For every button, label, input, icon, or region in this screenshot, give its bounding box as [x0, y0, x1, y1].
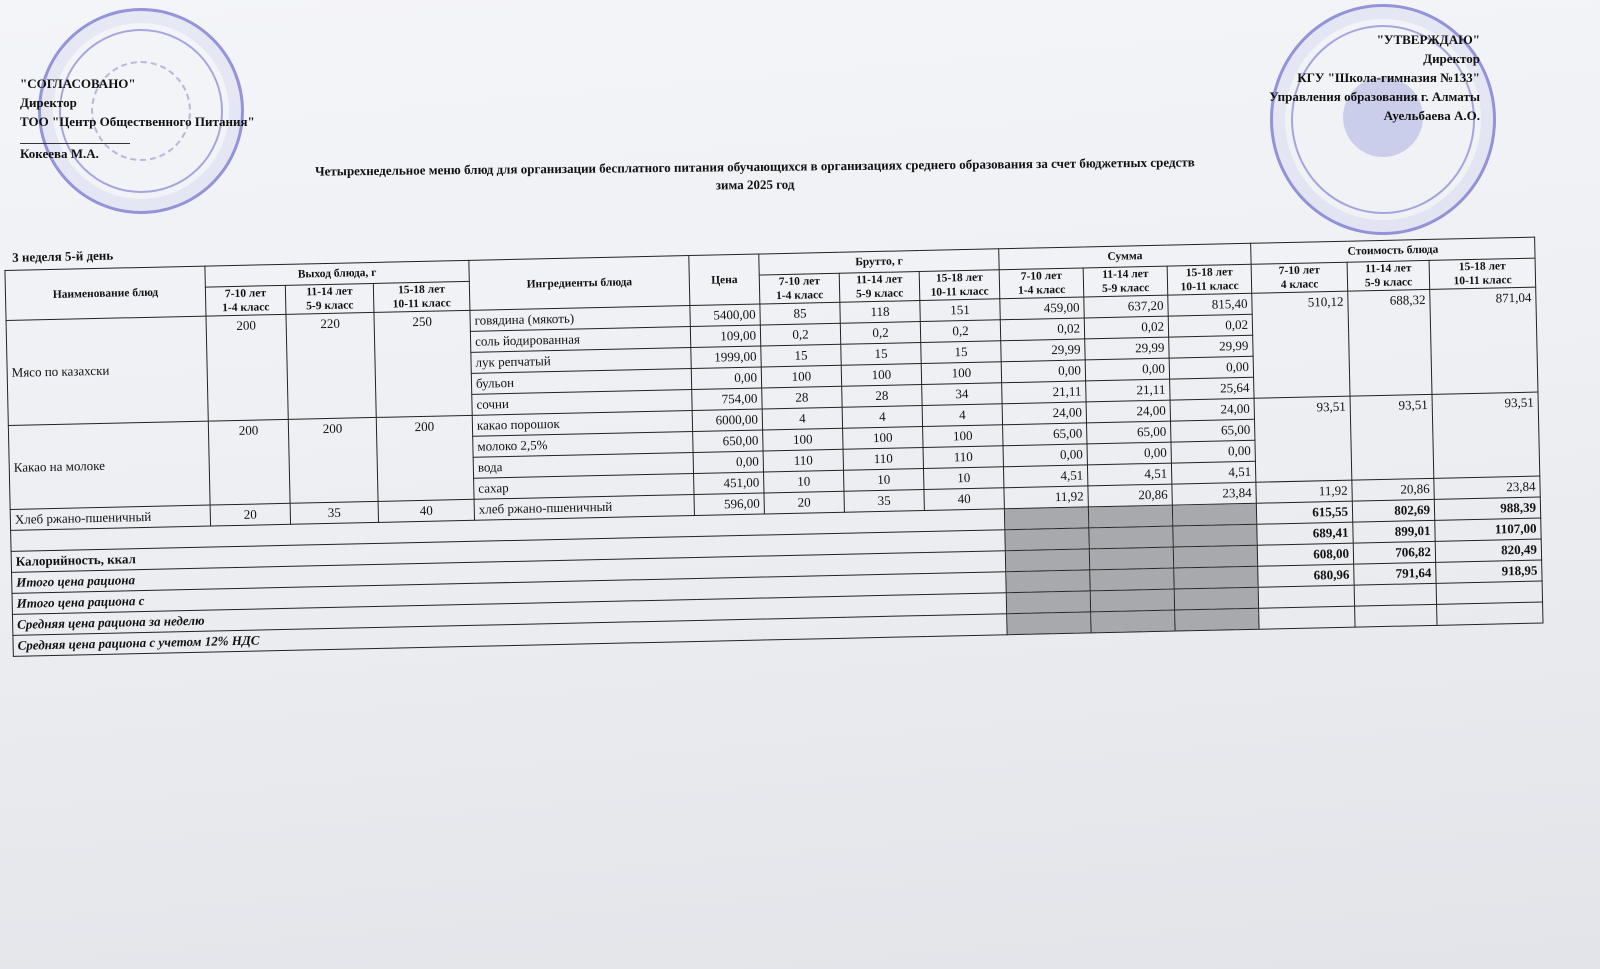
sum-age-2: 15-18 лет: [1185, 266, 1233, 280]
summary-value: 680,96: [1258, 564, 1354, 587]
ingredient-name: говядина (мякоть): [470, 306, 690, 332]
ingredient-name: молоко 2,5%: [473, 432, 693, 458]
ingredient-sum: 0,00: [1169, 356, 1253, 379]
dish-output: 200: [208, 419, 290, 505]
dish-output: 35: [290, 501, 378, 524]
output-age-header-0: [205, 285, 286, 316]
ingredient-sum: 0,02: [1168, 314, 1252, 337]
approval-right-role: Директор: [1423, 51, 1480, 66]
dish-name: Какао на молоке: [8, 421, 210, 509]
ingredient-price: 0,00: [691, 367, 761, 390]
ingredient-sum: 0,00: [1087, 442, 1171, 465]
summary-value: 689,41: [1257, 522, 1353, 545]
ingredient-name: бульон: [471, 369, 691, 395]
ingredient-brutto: 151: [920, 299, 1000, 322]
summary-filler: [1090, 589, 1174, 612]
summary-label: Средняя цена рациона с учетом 12% НДС: [13, 614, 1007, 657]
ingredient-sum: 0,02: [1000, 318, 1084, 341]
output-grade-0: 1-4 класс: [222, 301, 270, 315]
ingredient-sum: 0,00: [1003, 444, 1087, 467]
ingredient-brutto: 100: [841, 364, 921, 387]
summary-filler: [1006, 570, 1090, 593]
ingredient-sum: 21,11: [1086, 379, 1170, 402]
summary-filler: [1005, 549, 1089, 572]
summary-filler: [1004, 507, 1088, 530]
ingredient-brutto: 100: [761, 365, 841, 388]
summary-filler: [1005, 528, 1089, 551]
ingredient-name: сочни: [472, 390, 692, 416]
dish-name: Хлеб ржано-пшеничный: [10, 505, 210, 530]
ingredient-sum: 11,92: [1004, 486, 1088, 509]
dish-cost: 688,32: [1348, 289, 1432, 396]
sum-age-header-1: [1083, 266, 1168, 297]
summary-value: [1437, 602, 1543, 625]
ingredient-name: вода: [473, 453, 693, 479]
ingredient-sum: 29,99: [1001, 339, 1085, 362]
ingredient-sum: 24,00: [1170, 398, 1254, 421]
summary-filler: [1174, 587, 1258, 610]
ingredient-sum: 4,51: [1087, 463, 1171, 486]
summary-value: 820,49: [1435, 539, 1541, 562]
ingredient-brutto: 15: [761, 344, 841, 367]
ingredient-brutto: 100: [763, 428, 843, 451]
ingredient-brutto: 4: [842, 406, 922, 429]
dish-output: 200: [206, 314, 288, 421]
ingredient-brutto: 100: [921, 362, 1001, 385]
summary-value: 1107,00: [1435, 518, 1541, 541]
ingredient-brutto: 28: [762, 386, 842, 409]
dish-output: 250: [374, 310, 472, 417]
dish-output: 200: [376, 415, 474, 501]
cost-age-0: 7-10 лет: [1278, 264, 1321, 278]
dish-output: 20: [210, 503, 290, 526]
cost-age-1: 11-14 лет: [1365, 262, 1412, 276]
summary-value: 899,01: [1353, 520, 1435, 543]
output-grade-2: 10-11 класс: [392, 297, 451, 311]
dish-cost: 20,86: [1352, 478, 1434, 501]
ingredient-name: какао порошок: [472, 411, 692, 437]
ingredient-sum: 24,00: [1086, 400, 1170, 423]
output-age-2: 15-18 лет: [397, 283, 446, 297]
ingredient-price: 650,00: [693, 430, 763, 453]
approval-left-block: [20, 74, 255, 163]
ingredient-price: 6000,00: [692, 409, 762, 432]
ingredient-price: 5400,00: [690, 304, 760, 327]
summary-filler: [1173, 524, 1257, 547]
col-output: Выход блюда, г: [205, 260, 469, 287]
ingredient-sum: 0,00: [1085, 358, 1169, 381]
ingredient-brutto: 100: [843, 427, 923, 450]
ingredient-brutto: 4: [922, 404, 1002, 427]
ingredient-price: 451,00: [694, 472, 764, 495]
ingredient-price: 754,00: [692, 388, 762, 411]
sum-age-header-2: [1167, 264, 1252, 295]
summary-filler: [1174, 566, 1258, 589]
cost-age-header-2: [1429, 258, 1536, 289]
ingredient-brutto: 118: [840, 301, 920, 324]
menu-table: [4, 237, 1543, 657]
ingredient-brutto: 110: [923, 446, 1003, 469]
cost-age-header-1: [1347, 260, 1430, 291]
dish-cost: 23,84: [1434, 476, 1540, 499]
brutto-age-header-2: [919, 270, 1000, 301]
ingredient-name: соль йодированная: [470, 327, 690, 353]
ingredient-sum: 24,00: [1002, 402, 1086, 425]
ingredient-sum: 4,51: [1004, 465, 1088, 488]
sum-grade-2: 10-11 класс: [1180, 280, 1239, 294]
ingredient-brutto: 40: [924, 488, 1004, 511]
summary-value: [1436, 581, 1542, 604]
ingredient-sum: 65,00: [1087, 421, 1171, 444]
title-line-1: Четырехнедельное меню блюд для организации бесплатного питания обучающихся в организациях среднего образования за счет бюджетных средств: [314, 154, 1195, 179]
col-brutto: Брутто, г: [759, 249, 999, 275]
ingredient-sum: 0,00: [1171, 440, 1255, 463]
summary-label: Итого цена рациона с: [12, 572, 1006, 615]
approval-right-org: КГУ "Школа-гимназия №133": [1297, 70, 1480, 85]
ingredient-brutto: 0,2: [920, 320, 1000, 343]
cost-grade-2: 10-11 класс: [1453, 274, 1512, 288]
ingredient-sum: 21,11: [1002, 381, 1086, 404]
ingredient-sum: 459,00: [1000, 297, 1084, 320]
ingredient-brutto: 10: [844, 468, 924, 491]
summary-filler: [1007, 612, 1091, 635]
approval-right-dept: Управления образования г. Алматы: [1269, 89, 1480, 104]
approval-left-name: Кокеева М.А.: [20, 146, 99, 161]
summary-value: [1258, 585, 1354, 608]
cost-age-2: 15-18 лет: [1458, 260, 1506, 274]
summary-label: Средняя цена рациона за неделю: [12, 593, 1006, 636]
ingredient-price: 0,00: [693, 451, 763, 474]
summary-value: 802,69: [1352, 499, 1434, 522]
ingredient-brutto: 35: [844, 489, 924, 512]
col-price: Цена: [689, 254, 760, 306]
ingredient-brutto: 15: [841, 343, 921, 366]
dish-name: Мясо по казахски: [6, 316, 208, 425]
ingredient-price: 1999,00: [691, 346, 761, 369]
sum-age-0: 7-10 лет: [1020, 269, 1063, 283]
ingredient-brutto: 20: [764, 491, 844, 514]
brutto-grade-2: 10-11 класс: [930, 285, 989, 299]
output-grade-1: 5-9 класс: [306, 299, 354, 313]
ingredient-brutto: 110: [843, 447, 923, 470]
ingredient-brutto: 10: [764, 470, 844, 493]
title-line-2: зима 2025 год: [715, 176, 795, 193]
ingredient-brutto: 4: [762, 407, 842, 430]
summary-value: 988,39: [1434, 497, 1540, 520]
summary-value: 608,00: [1257, 543, 1353, 566]
brutto-age-1: 11-14 лет: [856, 273, 903, 287]
approval-left-org: ТОО "Центр Общественного Питания": [20, 114, 255, 129]
ingredient-sum: 23,84: [1172, 482, 1256, 505]
day-label: 3 неделя 5-й день: [11, 247, 114, 265]
summary-filler: [1175, 608, 1259, 631]
sum-age-header-0: [999, 268, 1084, 299]
summary-label: Калорийность, ккал: [11, 530, 1005, 573]
menu-table-wrapper: [4, 217, 1543, 657]
summary-filler: [1173, 545, 1257, 568]
ingredient-brutto: 85: [760, 302, 840, 325]
ingredient-sum: 637,20: [1084, 295, 1168, 318]
col-cost: Стоимость блюда: [1251, 237, 1535, 264]
ingredient-brutto: 34: [922, 383, 1002, 406]
col-ingredients: Ингредиенты блюда: [469, 256, 690, 311]
menu-table-body: [6, 287, 1540, 530]
ingredient-name: лук репчатый: [471, 348, 691, 374]
brutto-age-header-1: [839, 272, 920, 303]
dish-cost: 871,04: [1430, 287, 1538, 394]
col-dish-name: Наименование блюд: [5, 266, 206, 320]
output-age-header-2: [373, 281, 470, 312]
brutto-age-0: 7-10 лет: [778, 275, 821, 289]
cost-age-header-0: [1251, 262, 1348, 293]
dish-cost: 93,51: [1254, 396, 1352, 482]
sum-grade-0: 1-4 класс: [1017, 283, 1066, 297]
summary-value: 615,55: [1256, 501, 1352, 524]
dish-cost: 93,51: [1350, 394, 1434, 480]
summary-filler: [1172, 503, 1256, 526]
summary-filler: [1090, 568, 1174, 591]
ingredient-sum: 20,86: [1088, 484, 1172, 507]
dish-output: 40: [378, 499, 474, 522]
cost-grade-0: 4 класс: [1280, 278, 1319, 292]
approval-right-heading: "УТВЕРЖДАЮ": [1376, 32, 1480, 47]
ingredient-sum: 29,99: [1169, 335, 1253, 358]
dish-cost: 510,12: [1252, 291, 1350, 398]
ingredient-name: сахар: [474, 474, 694, 500]
summary-filler: [1091, 610, 1175, 633]
output-age-header-1: [285, 283, 374, 314]
summary-value: 791,64: [1354, 562, 1436, 585]
summary-value: 918,95: [1436, 560, 1542, 583]
output-age-0: 7-10 лет: [224, 287, 267, 301]
ingredient-price: 109,00: [690, 325, 760, 348]
dish-output: 200: [288, 417, 378, 503]
ingredient-sum: 25,64: [1170, 377, 1254, 400]
ingredient-brutto: 28: [842, 385, 922, 408]
dish-cost: 93,51: [1432, 392, 1540, 478]
ingredient-brutto: 0,2: [840, 322, 920, 345]
ingredient-brutto: 0,2: [760, 323, 840, 346]
col-sum: Сумма: [999, 243, 1251, 269]
dish-output: 220: [286, 312, 376, 419]
brutto-grade-0: 1-4 класс: [775, 289, 824, 303]
summary-filler: [1006, 591, 1090, 614]
ingredient-sum: 4,51: [1171, 461, 1255, 484]
ingredient-sum: 29,99: [1085, 337, 1169, 360]
summary-label: Итого цена рациона: [12, 551, 1006, 594]
ingredient-sum: 0,00: [1001, 360, 1085, 383]
ingredient-sum: 0,02: [1084, 316, 1168, 339]
approval-right-block: [1269, 30, 1480, 125]
brutto-age-2: 15-18 лет: [935, 271, 983, 285]
dish-cost: 11,92: [1256, 480, 1352, 503]
ingredient-brutto: 15: [921, 341, 1001, 364]
summary-value: [1259, 606, 1355, 629]
summary-filler: [1089, 547, 1173, 570]
ingredient-brutto: 100: [923, 425, 1003, 448]
summary-value: 706,82: [1353, 541, 1435, 564]
brutto-age-header-0: [759, 273, 840, 304]
ingredient-brutto: 10: [924, 467, 1004, 490]
ingredient-brutto: 110: [763, 449, 843, 472]
summary-value: [1354, 583, 1436, 606]
ingredient-sum: 65,00: [1171, 419, 1255, 442]
sum-age-1: 11-14 лет: [1102, 268, 1149, 282]
ingredient-sum: 65,00: [1003, 423, 1087, 446]
signature-line-left: [20, 131, 130, 144]
ingredient-price: 596,00: [694, 493, 764, 516]
ingredient-name: хлеб ржано-пшеничный: [474, 495, 694, 521]
approval-left-heading: "СОГЛАСОВАНО": [20, 76, 136, 91]
summary-value: [1355, 604, 1437, 627]
output-age-1: 11-14 лет: [306, 285, 353, 299]
cost-grade-1: 5-9 класс: [1364, 276, 1413, 290]
approval-left-role: Директор: [20, 95, 77, 110]
sum-grade-1: 5-9 класс: [1101, 282, 1150, 296]
summary-filler: [1088, 505, 1172, 528]
ingredient-sum: 815,40: [1168, 293, 1252, 316]
approval-right-name: Ауельбаева А.О.: [1383, 108, 1480, 123]
document-title: [250, 153, 1260, 200]
brutto-grade-1: 5-9 класс: [855, 287, 904, 301]
summary-filler: [1089, 526, 1173, 549]
